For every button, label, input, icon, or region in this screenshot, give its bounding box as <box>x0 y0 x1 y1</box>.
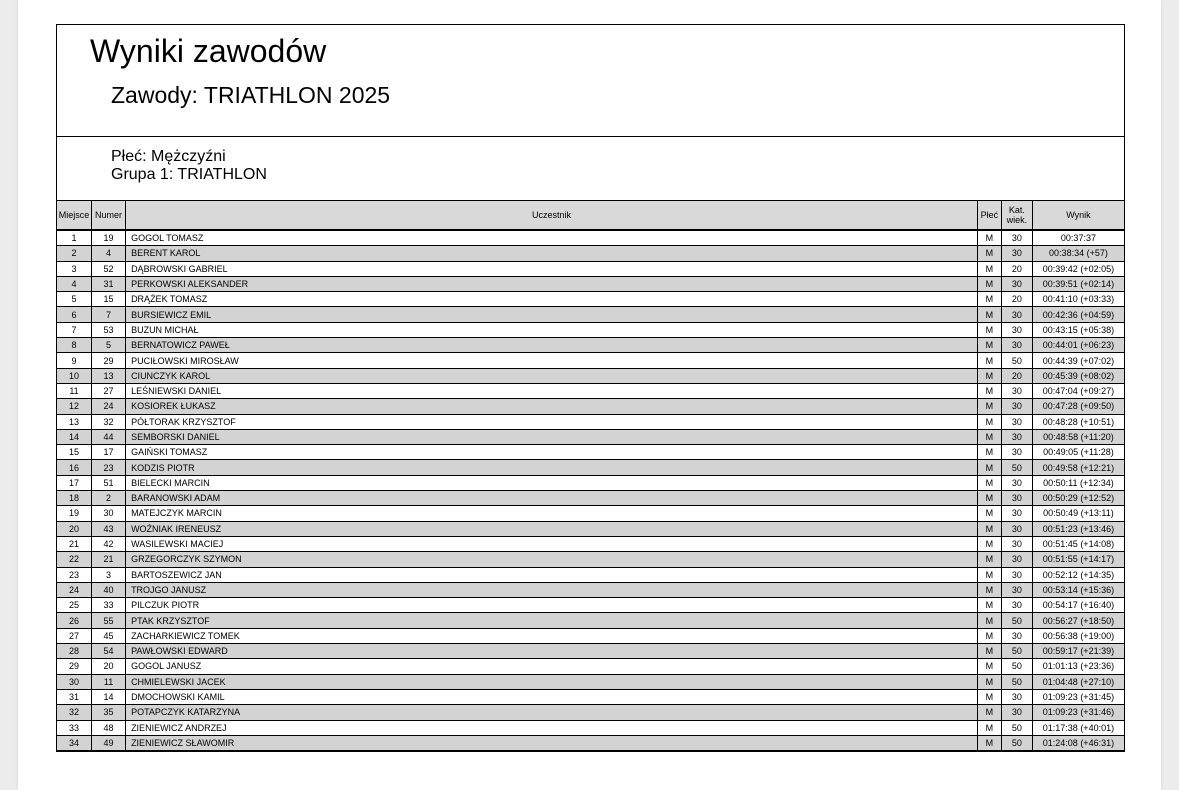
gender-cell: M <box>977 307 1001 322</box>
participant-cell: BERENT KAROL <box>126 246 978 261</box>
place-cell: 23 <box>57 567 92 582</box>
participant-cell: SEMBORSKI DANIEL <box>126 429 978 444</box>
table-row <box>57 261 1125 276</box>
participant-cell: LEŚNIEWSKI DANIEL <box>126 383 978 398</box>
number-cell: 32 <box>92 414 126 429</box>
gender-cell: M <box>977 552 1001 567</box>
result-cell: 01:24:08 (+46:31) <box>1032 735 1124 750</box>
age-category-cell: 30 <box>1001 598 1032 613</box>
number-cell: 24 <box>92 399 126 414</box>
age-category-cell: 30 <box>1001 383 1032 398</box>
gender-cell: M <box>977 521 1001 536</box>
table-row <box>57 674 1125 689</box>
result-cell: 01:09:23 (+31:45) <box>1032 689 1124 704</box>
number-cell: 42 <box>92 536 126 551</box>
result-cell: 00:51:55 (+14:17) <box>1032 552 1124 567</box>
age-category-cell: 50 <box>1001 674 1032 689</box>
age-category-cell: 30 <box>1001 429 1032 444</box>
gender-cell: M <box>977 338 1001 353</box>
participant-cell: BARANOWSKI ADAM <box>126 491 978 506</box>
number-cell: 31 <box>92 276 126 291</box>
result-cell: 00:41:10 (+03:33) <box>1032 292 1124 307</box>
result-cell: 00:56:27 (+18:50) <box>1032 613 1124 628</box>
place-cell: 14 <box>57 429 92 444</box>
results-frame <box>56 24 1125 752</box>
table-row <box>57 720 1125 735</box>
place-cell: 3 <box>57 261 92 276</box>
number-cell: 33 <box>92 598 126 613</box>
number-cell: 55 <box>92 613 126 628</box>
participant-cell: WASILEWSKI MACIEJ <box>126 536 978 551</box>
participant-cell: DMOCHOWSKI KAMIL <box>126 689 978 704</box>
table-row <box>57 735 1125 750</box>
age-category-cell: 30 <box>1001 567 1032 582</box>
result-cell: 00:48:58 (+11:20) <box>1032 429 1124 444</box>
table-row <box>57 460 1125 475</box>
gender-cell: M <box>977 628 1001 643</box>
place-cell: 12 <box>57 399 92 414</box>
place-cell: 30 <box>57 674 92 689</box>
result-cell: 00:42:36 (+04:59) <box>1032 307 1124 322</box>
age-category-cell: 20 <box>1001 292 1032 307</box>
result-cell: 00:45:39 (+08:02) <box>1032 368 1124 383</box>
table-header-row <box>57 201 1125 231</box>
gender-cell: M <box>977 567 1001 582</box>
document-page <box>18 0 1161 790</box>
place-cell: 26 <box>57 613 92 628</box>
result-cell: 00:48:28 (+10:51) <box>1032 414 1124 429</box>
number-cell: 21 <box>92 552 126 567</box>
gender-cell: M <box>977 230 1001 246</box>
participant-cell: ZIENIEWICZ SŁAWOMIR <box>126 735 978 750</box>
participant-cell: GRZEGORCZYK SZYMON <box>126 552 978 567</box>
number-cell: 29 <box>92 353 126 368</box>
age-category-cell: 50 <box>1001 720 1032 735</box>
participant-cell: PERKOWSKI ALEKSANDER <box>126 276 978 291</box>
place-cell: 29 <box>57 659 92 674</box>
number-cell: 20 <box>92 659 126 674</box>
participant-cell: POTAPCZYK KATARZYNA <box>126 705 978 720</box>
number-cell: 13 <box>92 368 126 383</box>
table-row <box>57 521 1125 536</box>
gender-cell: M <box>977 429 1001 444</box>
place-cell: 9 <box>57 353 92 368</box>
age-category-cell: 30 <box>1001 521 1032 536</box>
place-cell: 4 <box>57 276 92 291</box>
gender-cell: M <box>977 735 1001 750</box>
age-category-cell: 30 <box>1001 689 1032 704</box>
table-row <box>57 582 1125 597</box>
place-cell: 6 <box>57 307 92 322</box>
place-cell: 34 <box>57 735 92 750</box>
number-cell: 23 <box>92 460 126 475</box>
col-header-number: Numer <box>92 201 126 231</box>
age-category-cell: 30 <box>1001 582 1032 597</box>
table-row <box>57 383 1125 398</box>
gender-cell: M <box>977 705 1001 720</box>
place-cell: 13 <box>57 414 92 429</box>
gender-cell: M <box>977 659 1001 674</box>
age-category-cell: 30 <box>1001 552 1032 567</box>
result-cell: 01:17:38 (+40:01) <box>1032 720 1124 735</box>
col-header-participant: Uczestnik <box>126 201 978 231</box>
participant-cell: PTAK KRZYSZTOF <box>126 613 978 628</box>
gender-cell: M <box>977 598 1001 613</box>
place-cell: 8 <box>57 338 92 353</box>
number-cell: 3 <box>92 567 126 582</box>
participant-cell: GOGOL JANUSZ <box>126 659 978 674</box>
gender-cell: M <box>977 414 1001 429</box>
place-cell: 11 <box>57 383 92 398</box>
result-cell: 01:01:13 (+23:36) <box>1032 659 1124 674</box>
number-cell: 43 <box>92 521 126 536</box>
table-row <box>57 506 1125 521</box>
result-cell: 00:50:11 (+12:34) <box>1032 475 1124 490</box>
page-title: Wyniki zawodów <box>90 33 327 69</box>
participant-cell: BURSIEWICZ EMIL <box>126 307 978 322</box>
table-row <box>57 338 1125 353</box>
number-cell: 44 <box>92 429 126 444</box>
number-cell: 7 <box>92 307 126 322</box>
number-cell: 30 <box>92 506 126 521</box>
age-category-cell: 30 <box>1001 230 1032 246</box>
result-cell: 00:49:58 (+12:21) <box>1032 460 1124 475</box>
result-cell: 00:50:49 (+13:11) <box>1032 506 1124 521</box>
participant-cell: GAIŃSKI TOMASZ <box>126 445 978 460</box>
age-category-cell: 50 <box>1001 353 1032 368</box>
result-cell: 00:54:17 (+16:40) <box>1032 598 1124 613</box>
gender-cell: M <box>977 353 1001 368</box>
age-category-cell: 20 <box>1001 368 1032 383</box>
gender-cell: M <box>977 475 1001 490</box>
place-cell: 1 <box>57 230 92 246</box>
age-category-cell: 50 <box>1001 735 1032 750</box>
gender-cell: M <box>977 460 1001 475</box>
table-row <box>57 613 1125 628</box>
number-cell: 53 <box>92 322 126 337</box>
table-row <box>57 628 1125 643</box>
table-row <box>57 567 1125 582</box>
age-category-cell: 20 <box>1001 261 1032 276</box>
place-cell: 20 <box>57 521 92 536</box>
number-cell: 49 <box>92 735 126 750</box>
gender-cell: M <box>977 644 1001 659</box>
col-header-place: Miejsce <box>57 201 92 231</box>
age-category-cell: 30 <box>1001 276 1032 291</box>
col-header-result: Wynik <box>1032 201 1124 231</box>
place-cell: 19 <box>57 506 92 521</box>
participant-cell: BARTOSZEWICZ JAN <box>126 567 978 582</box>
place-cell: 25 <box>57 598 92 613</box>
number-cell: 45 <box>92 628 126 643</box>
result-cell: 00:47:04 (+09:27) <box>1032 383 1124 398</box>
participant-cell: MATEJCZYK MARCIN <box>126 506 978 521</box>
table-row <box>57 368 1125 383</box>
place-cell: 28 <box>57 644 92 659</box>
table-row <box>57 429 1125 444</box>
gender-cell: M <box>977 399 1001 414</box>
table-row <box>57 536 1125 551</box>
participant-cell: DRĄŻEK TOMASZ <box>126 292 978 307</box>
participant-cell: WOŹNIAK IRENEUSZ <box>126 521 978 536</box>
participant-cell: BERNATOWICZ PAWEŁ <box>126 338 978 353</box>
competition-name: Zawody: TRIATHLON 2025 <box>111 82 391 108</box>
gender-cell: M <box>977 383 1001 398</box>
table-row <box>57 246 1125 261</box>
group-info <box>57 137 1124 200</box>
age-category-cell: 30 <box>1001 536 1032 551</box>
participant-cell: PÓŁTORAK KRZYSZTOF <box>126 414 978 429</box>
gender-cell: M <box>977 674 1001 689</box>
result-cell: 00:39:42 (+02:05) <box>1032 261 1124 276</box>
gender-cell: M <box>977 613 1001 628</box>
result-cell: 00:56:38 (+19:00) <box>1032 628 1124 643</box>
participant-cell: ZIENIEWICZ ANDRZEJ <box>126 720 978 735</box>
table-row <box>57 230 1125 246</box>
table-row <box>57 414 1125 429</box>
number-cell: 14 <box>92 689 126 704</box>
table-row <box>57 399 1125 414</box>
col-header-gender: Płeć <box>977 201 1001 231</box>
table-row <box>57 644 1125 659</box>
age-category-cell: 50 <box>1001 613 1032 628</box>
place-cell: 10 <box>57 368 92 383</box>
result-cell: 00:49:05 (+11:28) <box>1032 445 1124 460</box>
table-row <box>57 307 1125 322</box>
result-cell: 01:09:23 (+31:46) <box>1032 705 1124 720</box>
gender-cell: M <box>977 246 1001 261</box>
participant-cell: ZACHARKIEWICZ TOMEK <box>126 628 978 643</box>
age-category-cell: 50 <box>1001 659 1032 674</box>
table-row <box>57 353 1125 368</box>
table-row <box>57 292 1125 307</box>
number-cell: 19 <box>92 230 126 246</box>
age-category-cell: 30 <box>1001 246 1032 261</box>
place-cell: 7 <box>57 322 92 337</box>
age-category-cell: 30 <box>1001 475 1032 490</box>
gender-cell: M <box>977 491 1001 506</box>
gender-cell: M <box>977 292 1001 307</box>
age-category-cell: 30 <box>1001 628 1032 643</box>
gender-cell: M <box>977 368 1001 383</box>
participant-cell: BUZUN MICHAŁ <box>126 322 978 337</box>
place-cell: 27 <box>57 628 92 643</box>
table-row <box>57 552 1125 567</box>
gender-cell: M <box>977 261 1001 276</box>
result-cell: 00:51:45 (+14:08) <box>1032 536 1124 551</box>
col-header-age-category: Kat. wiek. <box>1001 201 1032 231</box>
result-cell: 00:51:23 (+13:46) <box>1032 521 1124 536</box>
participant-cell: TROJGO JANUSZ <box>126 582 978 597</box>
participant-cell: PUCIŁOWSKI MIROSŁAW <box>126 353 978 368</box>
table-row <box>57 705 1125 720</box>
participant-cell: BIELECKI MARCIN <box>126 475 978 490</box>
result-cell: 01:04:48 (+27:10) <box>1032 674 1124 689</box>
gender-label: Płeć: Mężczyźni <box>111 148 226 165</box>
table-row <box>57 276 1125 291</box>
result-cell: 00:43:15 (+05:38) <box>1032 322 1124 337</box>
participant-cell: CHMIELEWSKI JACEK <box>126 674 978 689</box>
number-cell: 52 <box>92 261 126 276</box>
number-cell: 35 <box>92 705 126 720</box>
result-cell: 00:47:28 (+09:50) <box>1032 399 1124 414</box>
place-cell: 33 <box>57 720 92 735</box>
place-cell: 31 <box>57 689 92 704</box>
gender-cell: M <box>977 445 1001 460</box>
result-cell: 00:53:14 (+15:36) <box>1032 582 1124 597</box>
age-category-cell: 50 <box>1001 644 1032 659</box>
table-row <box>57 659 1125 674</box>
results-table <box>56 200 1125 751</box>
participant-cell: PILCZUK PIOTR <box>126 598 978 613</box>
age-category-cell: 30 <box>1001 705 1032 720</box>
place-cell: 18 <box>57 491 92 506</box>
age-category-cell: 30 <box>1001 322 1032 337</box>
result-cell: 00:38:34 (+57) <box>1032 246 1124 261</box>
number-cell: 11 <box>92 674 126 689</box>
result-cell: 00:44:01 (+06:23) <box>1032 338 1124 353</box>
table-row <box>57 689 1125 704</box>
gender-cell: M <box>977 720 1001 735</box>
number-cell: 54 <box>92 644 126 659</box>
gender-cell: M <box>977 276 1001 291</box>
place-cell: 2 <box>57 246 92 261</box>
number-cell: 27 <box>92 383 126 398</box>
results-body <box>57 230 1125 751</box>
table-row <box>57 491 1125 506</box>
place-cell: 16 <box>57 460 92 475</box>
age-category-cell: 50 <box>1001 460 1032 475</box>
participant-cell: PAWŁOWSKI EDWARD <box>126 644 978 659</box>
place-cell: 21 <box>57 536 92 551</box>
participant-cell: KODZIS PIOTR <box>126 460 978 475</box>
table-row <box>57 475 1125 490</box>
place-cell: 32 <box>57 705 92 720</box>
number-cell: 2 <box>92 491 126 506</box>
number-cell: 15 <box>92 292 126 307</box>
place-cell: 5 <box>57 292 92 307</box>
age-category-cell: 30 <box>1001 491 1032 506</box>
result-cell: 00:44:39 (+07:02) <box>1032 353 1124 368</box>
participant-cell: DĄBROWSKI GABRIEL <box>126 261 978 276</box>
number-cell: 4 <box>92 246 126 261</box>
age-category-cell: 30 <box>1001 445 1032 460</box>
result-cell: 00:37:37 <box>1032 230 1124 246</box>
result-cell: 00:52:12 (+14:35) <box>1032 567 1124 582</box>
number-cell: 17 <box>92 445 126 460</box>
report-header <box>57 25 1124 137</box>
gender-cell: M <box>977 536 1001 551</box>
participant-cell: CIUNCZYK KAROL <box>126 368 978 383</box>
result-cell: 00:39:51 (+02:14) <box>1032 276 1124 291</box>
place-cell: 22 <box>57 552 92 567</box>
result-cell: 00:59:17 (+21:39) <box>1032 644 1124 659</box>
place-cell: 17 <box>57 475 92 490</box>
gender-cell: M <box>977 322 1001 337</box>
participant-cell: KOSIOREK ŁUKASZ <box>126 399 978 414</box>
table-row <box>57 445 1125 460</box>
gender-cell: M <box>977 582 1001 597</box>
age-category-cell: 30 <box>1001 399 1032 414</box>
age-category-cell: 30 <box>1001 338 1032 353</box>
result-cell: 00:50:29 (+12:52) <box>1032 491 1124 506</box>
number-cell: 5 <box>92 338 126 353</box>
number-cell: 48 <box>92 720 126 735</box>
group-label: Grupa 1: TRIATHLON <box>111 166 267 183</box>
age-category-cell: 30 <box>1001 506 1032 521</box>
participant-cell: GOGOL TOMASZ <box>126 230 978 246</box>
number-cell: 40 <box>92 582 126 597</box>
age-category-cell: 30 <box>1001 307 1032 322</box>
place-cell: 15 <box>57 445 92 460</box>
age-category-cell: 30 <box>1001 414 1032 429</box>
number-cell: 51 <box>92 475 126 490</box>
place-cell: 24 <box>57 582 92 597</box>
table-row <box>57 322 1125 337</box>
table-row <box>57 598 1125 613</box>
gender-cell: M <box>977 689 1001 704</box>
gender-cell: M <box>977 506 1001 521</box>
